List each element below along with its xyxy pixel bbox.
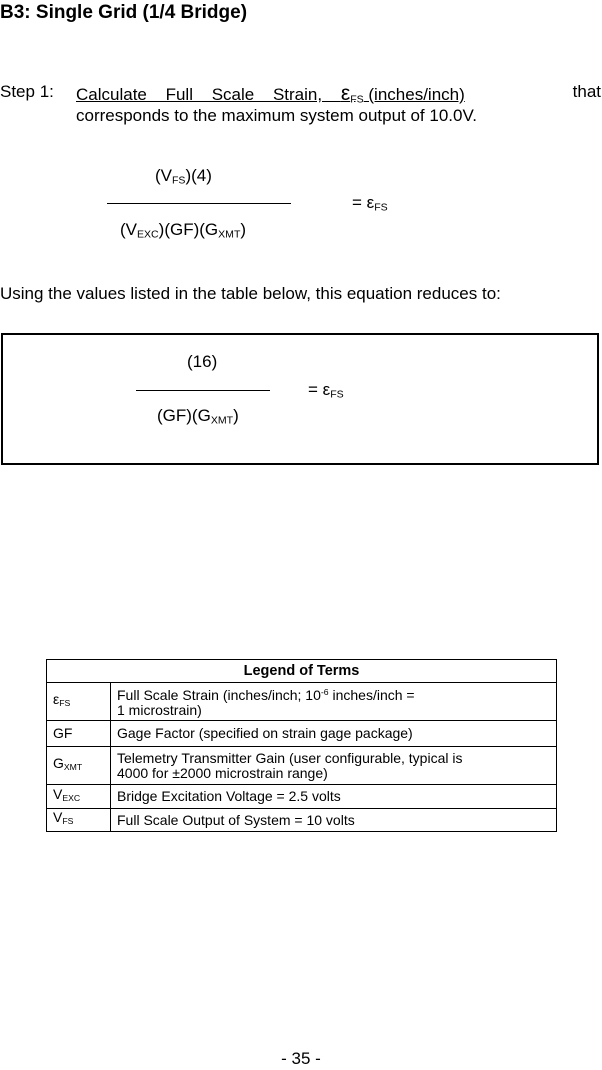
page-number: - 35 - xyxy=(281,1049,321,1068)
table-row xyxy=(47,721,557,747)
legend-description: Gage Factor (specified on strain gage package) xyxy=(111,721,557,747)
legend-symbol: GF xyxy=(47,721,111,747)
table-row xyxy=(47,747,557,785)
eq2-rhs: = $\varepsilon_{FS}$ xyxy=(308,380,344,401)
legend-title: Legend of Terms xyxy=(47,660,557,683)
step-line-2: corresponds to the maximum system output of 10.0V. xyxy=(76,106,477,125)
step-line-1: Calculate Full Scale Strain, $\varepsilon_{FS}$ (inches/inch) that xyxy=(76,82,601,106)
section-heading: B3: Single Grid (1/4 Bridge) xyxy=(0,2,248,23)
reduced-equation-box xyxy=(1,333,599,465)
legend-table xyxy=(46,659,557,832)
legend-symbol: $V_{FS}$ xyxy=(47,809,111,832)
legend-symbol: $G_{XMT}$ xyxy=(47,747,111,785)
eq2-numerator: (16) xyxy=(187,352,218,371)
table-row xyxy=(47,809,557,832)
eq1-fraction-bar xyxy=(107,203,291,204)
legend-description: Full Scale Strain (inches/inch; $10^{-6}$ inches/inch = 1 microstrain) xyxy=(111,683,557,721)
eq1-rhs: = $\varepsilon_{FS}$ xyxy=(352,193,388,214)
legend-description: Full Scale Output of System = 10 volts xyxy=(111,809,557,832)
legend-description: Bridge Excitation Voltage = 2.5 volts xyxy=(111,785,557,809)
legend-symbol: $V_{EXC}$ xyxy=(47,785,111,809)
table-row xyxy=(47,785,557,809)
eq1-numerator: $(V_{FS})(4)$ xyxy=(155,166,212,187)
eq2-denominator: $(GF)(G_{XMT})$ xyxy=(157,406,239,427)
eq2-fraction-bar xyxy=(136,390,270,391)
legend-description: Telemetry Transmitter Gain (user configurable, typical is 4000 for ±2000 microstrain range) xyxy=(111,747,557,785)
step-label: Step 1: xyxy=(0,82,54,101)
step-underlined-text: Calculate Full Scale Strain, $\varepsilon_{FS}$ (inches/inch) xyxy=(76,82,465,106)
table-row xyxy=(47,683,557,721)
eq1-denominator: $(V_{EXC})(GF)(G_{XMT})$ xyxy=(120,220,247,241)
intro-paragraph: Using the values listed in the table below, this equation reduces to: xyxy=(0,284,501,303)
legend-symbol: $\varepsilon_{FS}$ xyxy=(47,683,111,721)
